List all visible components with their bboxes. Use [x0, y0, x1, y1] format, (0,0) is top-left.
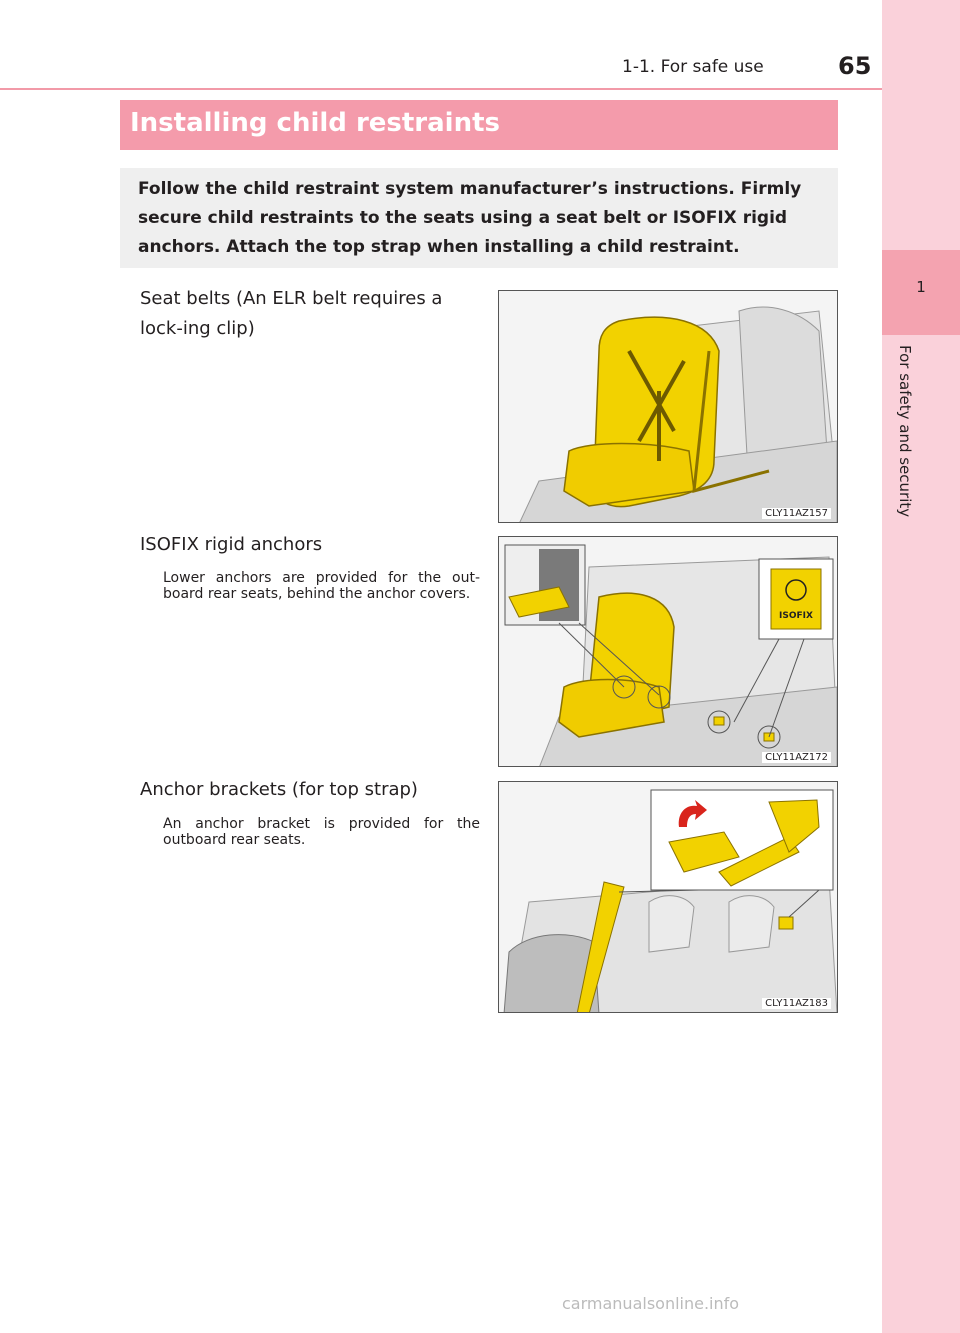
seat-belt-illustration — [499, 291, 838, 523]
item-desc-anchor-brackets: An anchor bracket is provided for the outboard rear seats. — [163, 816, 480, 848]
running-header: 1-1. For safe use — [622, 57, 764, 77]
intro-box — [120, 168, 838, 268]
watermark: carmanualsonline.info — [562, 1294, 740, 1313]
section-title-bar — [120, 100, 838, 150]
chapter-number: 1 — [916, 278, 926, 296]
figure-seat-belt-install — [498, 290, 838, 523]
header-rule — [0, 88, 882, 90]
page-number: 65 — [838, 52, 872, 80]
item-title-seat-belts: Seat belts (An ELR belt requires a lock-ing clip) — [140, 288, 443, 339]
isofix-callout-label: ISOFIX — [779, 611, 813, 621]
figure-code: CLY11AZ172 — [762, 752, 831, 763]
section-title: Installing child restraints — [130, 108, 501, 138]
isofix-illustration — [499, 537, 838, 767]
chapter-side-tab — [882, 0, 960, 1333]
figure-code: CLY11AZ183 — [762, 998, 831, 1009]
item-title-anchor-brackets: Anchor brackets (for top strap) — [140, 779, 418, 800]
item-title-isofix: ISOFIX rigid anchors — [140, 534, 323, 555]
figure-code: CLY11AZ157 — [762, 508, 831, 519]
intro-text: Follow the child restraint system manufacturer’s instructions. Firmly secure child restraints to the seats using a seat belt or ISOFIX rigid anchors. Attach the top strap when installing a child restraint. — [138, 179, 802, 257]
item-desc-isofix: Lower anchors are provided for the out-board rear seats, behind the anchor covers. — [163, 570, 480, 602]
anchor-bracket-illustration — [499, 782, 838, 1013]
chapter-number-tab[interactable] — [882, 250, 960, 335]
figure-anchor-brackets — [498, 781, 838, 1013]
figure-isofix-anchors — [498, 536, 838, 767]
chapter-label: For safety and security — [896, 345, 914, 518]
